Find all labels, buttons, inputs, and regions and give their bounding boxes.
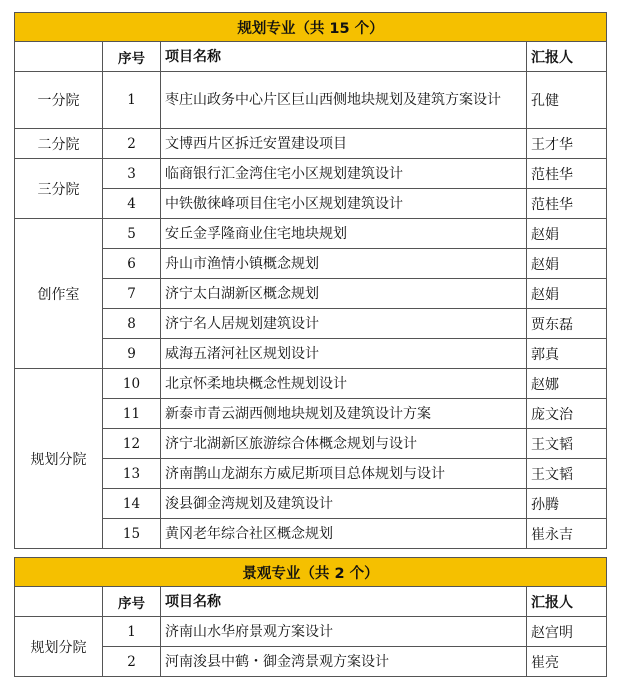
row-number: 10	[103, 369, 161, 399]
table-row	[15, 279, 607, 309]
reporter-name: 范桂华	[527, 159, 607, 189]
reporter-name: 赵娜	[527, 369, 607, 399]
header-row	[15, 42, 607, 72]
row-number: 1	[103, 617, 161, 647]
group-label: 规划分院	[15, 617, 103, 677]
group-label: 创作室	[15, 219, 103, 369]
table-row	[15, 489, 607, 519]
row-number: 2	[103, 129, 161, 159]
project-name: 济宁太白湖新区概念规划	[161, 279, 527, 309]
project-name: 济南山水华府景观方案设计	[161, 617, 527, 647]
row-number: 13	[103, 459, 161, 489]
row-number: 7	[103, 279, 161, 309]
project-name: 济南鹊山龙湖东方威尼斯项目总体规划与设计	[161, 459, 527, 489]
project-name: 河南浚县中鹤・御金湾景观方案设计	[161, 647, 527, 677]
reporter-name: 赵娟	[527, 279, 607, 309]
table-row	[15, 647, 607, 677]
table-row	[15, 309, 607, 339]
reporter-name: 崔永吉	[527, 519, 607, 549]
section-title-row	[15, 13, 607, 42]
table-row	[15, 72, 607, 129]
table-row	[15, 129, 607, 159]
project-report-sheet	[14, 12, 606, 677]
header-reporter: 汇报人	[527, 587, 607, 617]
table-row	[15, 189, 607, 219]
row-number: 5	[103, 219, 161, 249]
reporter-name: 赵娟	[527, 249, 607, 279]
project-name: 中铁傲徕峰项目住宅小区规划建筑设计	[161, 189, 527, 219]
header-reporter: 汇报人	[527, 42, 607, 72]
project-name: 枣庄山政务中心片区巨山西侧地块规划及建筑方案设计	[161, 72, 527, 129]
reporter-name: 庞文治	[527, 399, 607, 429]
group-label: 三分院	[15, 159, 103, 219]
row-number: 8	[103, 309, 161, 339]
reporter-name: 王文韬	[527, 429, 607, 459]
section-gap-cell	[15, 549, 607, 558]
section-title: 景观专业（共 2 个）	[15, 558, 607, 587]
table-row	[15, 369, 607, 399]
reporter-name: 王文韬	[527, 459, 607, 489]
reporter-name: 范桂华	[527, 189, 607, 219]
group-label: 一分院	[15, 72, 103, 129]
project-table	[14, 12, 607, 677]
reporter-name: 王才华	[527, 129, 607, 159]
section-gap	[15, 549, 607, 558]
section-title-row	[15, 558, 607, 587]
group-label: 二分院	[15, 129, 103, 159]
reporter-name: 郭真	[527, 339, 607, 369]
project-name: 北京怀柔地块概念性规划设计	[161, 369, 527, 399]
row-number: 12	[103, 429, 161, 459]
table-row	[15, 159, 607, 189]
reporter-name: 孔健	[527, 72, 607, 129]
table-row	[15, 617, 607, 647]
table-row	[15, 249, 607, 279]
row-number: 3	[103, 159, 161, 189]
project-name: 威海五渚河社区规划设计	[161, 339, 527, 369]
row-number: 14	[103, 489, 161, 519]
project-name: 黄冈老年综合社区概念规划	[161, 519, 527, 549]
row-number: 1	[103, 72, 161, 129]
table-row	[15, 459, 607, 489]
project-name: 文博西片区拆迁安置建设项目	[161, 129, 527, 159]
project-name: 济宁名人居规划建筑设计	[161, 309, 527, 339]
reporter-name: 赵宫明	[527, 617, 607, 647]
header-group-cell	[15, 42, 103, 72]
header-row	[15, 587, 607, 617]
group-label: 规划分院	[15, 369, 103, 549]
project-name: 浚县御金湾规划及建筑设计	[161, 489, 527, 519]
header-number: 序号	[103, 42, 161, 72]
project-name: 新泰市青云湖西侧地块规划及建筑设计方案	[161, 399, 527, 429]
header-group-cell	[15, 587, 103, 617]
header-project-name: 项目名称	[161, 587, 527, 617]
table-row	[15, 519, 607, 549]
project-name: 临商银行汇金湾住宅小区规划建筑设计	[161, 159, 527, 189]
table-row	[15, 399, 607, 429]
project-name: 济宁北湖新区旅游综合体概念规划与设计	[161, 429, 527, 459]
row-number: 6	[103, 249, 161, 279]
table-row	[15, 339, 607, 369]
row-number: 9	[103, 339, 161, 369]
header-number: 序号	[103, 587, 161, 617]
project-name: 舟山市渔情小镇概念规划	[161, 249, 527, 279]
reporter-name: 孙腾	[527, 489, 607, 519]
header-project-name: 项目名称	[161, 42, 527, 72]
reporter-name: 崔亮	[527, 647, 607, 677]
table-row	[15, 219, 607, 249]
table-row	[15, 429, 607, 459]
project-name: 安丘金孚隆商业住宅地块规划	[161, 219, 527, 249]
row-number: 4	[103, 189, 161, 219]
row-number: 11	[103, 399, 161, 429]
section-title: 规划专业（共 15 个）	[15, 13, 607, 42]
row-number: 15	[103, 519, 161, 549]
reporter-name: 贾东磊	[527, 309, 607, 339]
row-number: 2	[103, 647, 161, 677]
reporter-name: 赵娟	[527, 219, 607, 249]
